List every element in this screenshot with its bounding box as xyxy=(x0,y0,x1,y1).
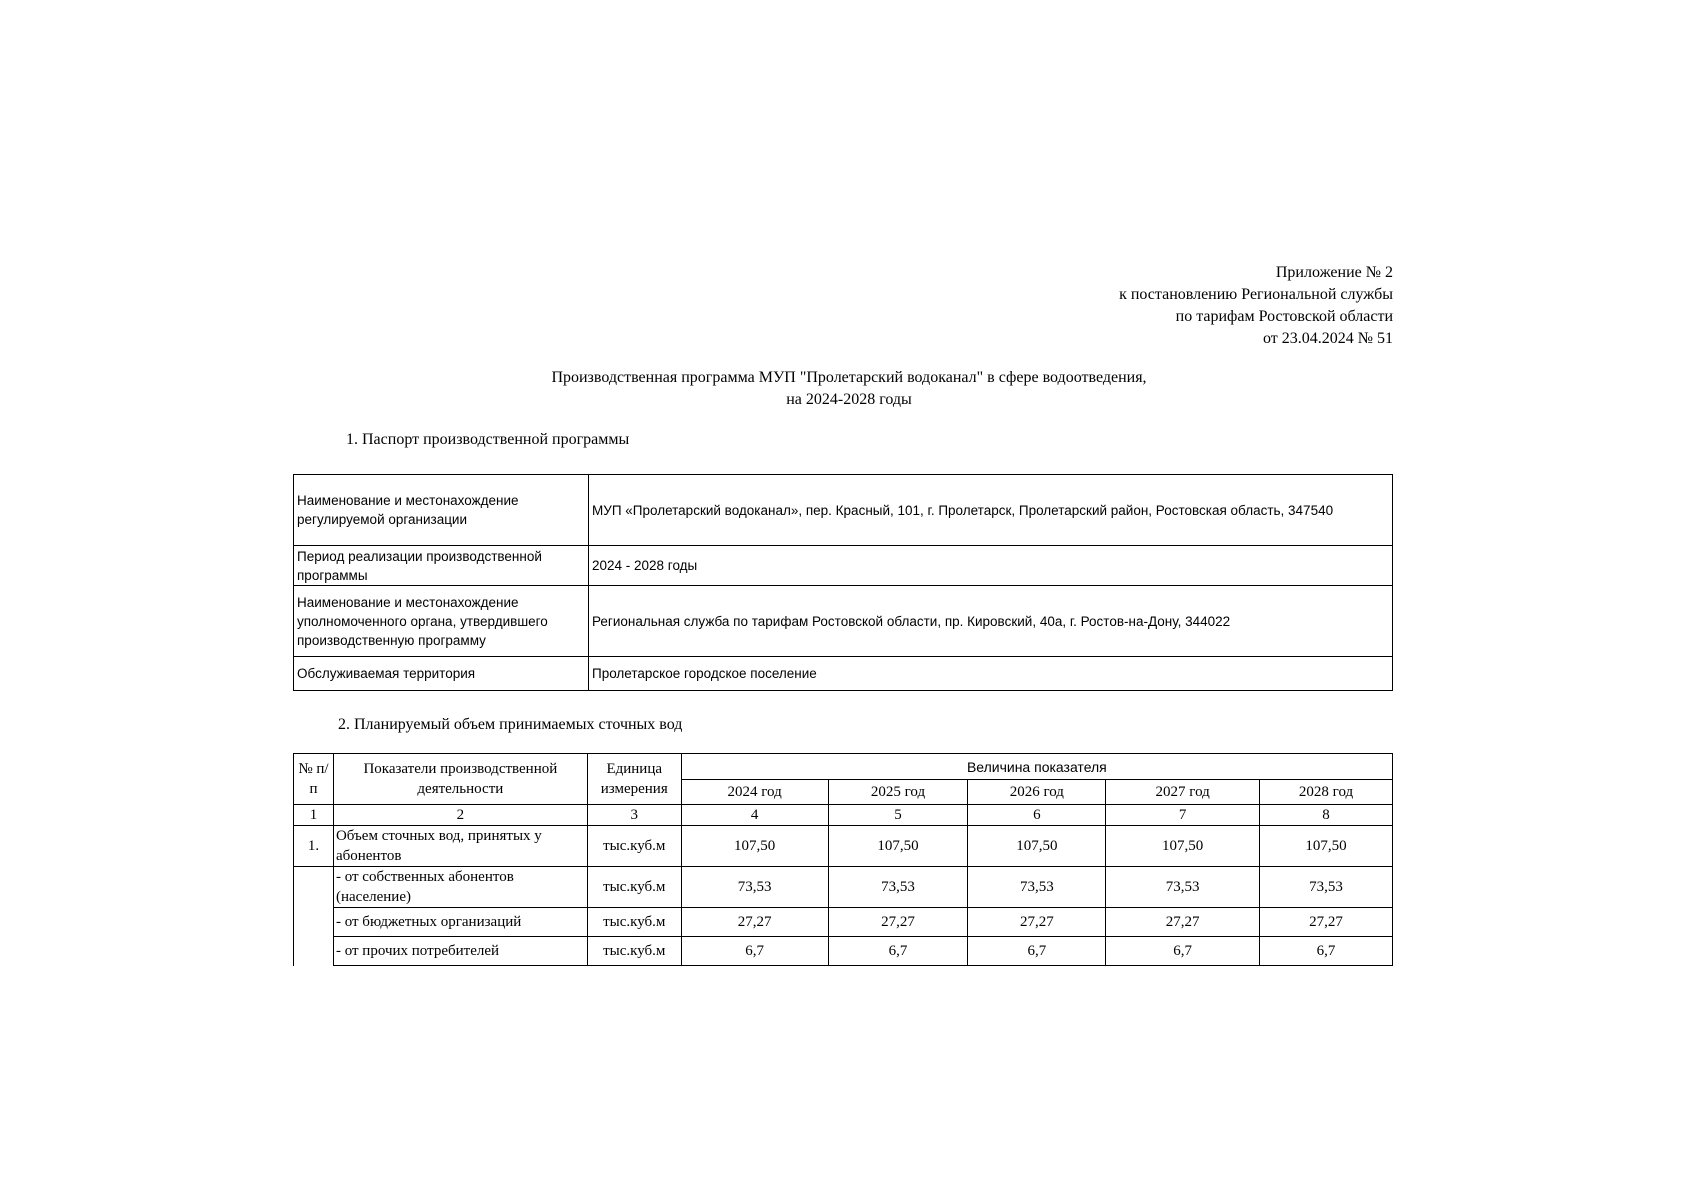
header-year: 2025 год xyxy=(828,780,968,805)
row-value: 107,50 xyxy=(828,826,968,867)
row-value: 6,7 xyxy=(828,937,968,966)
row-num xyxy=(294,867,334,966)
row-value: 73,53 xyxy=(1260,867,1393,908)
table-header-row xyxy=(294,754,1393,780)
row-value: 6,7 xyxy=(1106,937,1260,966)
column-number: 3 xyxy=(587,805,681,826)
header-num: № п/п xyxy=(294,754,334,805)
row-value: 73,53 xyxy=(1106,867,1260,908)
table-row xyxy=(294,867,1393,908)
row-value: 27,27 xyxy=(1260,908,1393,937)
header-year: 2028 год xyxy=(1260,780,1393,805)
header-year: 2024 год xyxy=(681,780,828,805)
appendix-line: от 23.04.2024 № 51 xyxy=(1262,330,1393,347)
row-value: 27,27 xyxy=(681,908,828,937)
row-value: 27,27 xyxy=(968,908,1106,937)
section-heading-passport: 1. Паспорт производственной программы xyxy=(346,431,630,448)
passport-label: Наименование и местонахождение регулируемой организации xyxy=(294,475,589,546)
passport-value: МУП «Пролетарский водоканал», пер. Красный, 101, г. Пролетарск, Пролетарский район, Ростовская область, 347540 xyxy=(589,475,1393,546)
column-number: 2 xyxy=(333,805,587,826)
title-line: на 2024-2028 годы xyxy=(786,391,912,408)
row-value: 107,50 xyxy=(1260,826,1393,867)
document-title xyxy=(0,367,1698,411)
row-unit: тыс.куб.м xyxy=(587,826,681,867)
table-row xyxy=(294,826,1393,867)
header-unit: Единица измерения xyxy=(587,754,681,805)
row-unit: тыс.куб.м xyxy=(587,908,681,937)
table-row xyxy=(294,475,1393,546)
row-value: 27,27 xyxy=(828,908,968,937)
header-year: 2026 год xyxy=(968,780,1106,805)
appendix-line: к постановлению Региональной службы xyxy=(1119,286,1393,303)
table-row xyxy=(294,546,1393,586)
row-value: 107,50 xyxy=(968,826,1106,867)
appendix-line: по тарифам Ростовской области xyxy=(1175,308,1393,325)
row-unit: тыс.куб.м xyxy=(587,937,681,966)
volume-table xyxy=(293,753,1393,966)
passport-value: 2024 - 2028 годы xyxy=(589,546,1393,586)
section-heading-volume: 2. Планируемый объем принимаемых сточных вод xyxy=(338,716,683,733)
row-name: - от бюджетных организаций xyxy=(333,908,587,937)
column-number: 7 xyxy=(1106,805,1260,826)
table-header-row xyxy=(294,805,1393,826)
passport-label: Наименование и местонахождение уполномоченного органа, утвердившего производственную программу xyxy=(294,586,589,657)
row-name: Объем сточных вод, принятых у абонентов xyxy=(333,826,587,867)
row-value: 6,7 xyxy=(1260,937,1393,966)
row-value: 27,27 xyxy=(1106,908,1260,937)
column-number: 1 xyxy=(294,805,334,826)
column-number: 8 xyxy=(1260,805,1393,826)
passport-value: Пролетарское городское поселение xyxy=(589,657,1393,691)
appendix-note xyxy=(1119,262,1393,350)
row-num: 1. xyxy=(294,826,334,867)
title-line: Производственная программа МУП "Пролетарский водоканал" в сфере водоотведения, xyxy=(551,369,1147,386)
passport-label: Обслуживаемая территория xyxy=(294,657,589,691)
row-value: 107,50 xyxy=(681,826,828,867)
header-year: 2027 год xyxy=(1106,780,1260,805)
row-name: - от прочих потребителей xyxy=(333,937,587,966)
row-unit: тыс.куб.м xyxy=(587,867,681,908)
table-row xyxy=(294,586,1393,657)
row-value: 107,50 xyxy=(1106,826,1260,867)
passport-table xyxy=(293,474,1393,691)
column-number: 6 xyxy=(968,805,1106,826)
table-row xyxy=(294,657,1393,691)
header-indicator: Показатели производственной деятельности xyxy=(333,754,587,805)
row-value: 6,7 xyxy=(968,937,1106,966)
table-row xyxy=(294,937,1393,966)
row-value: 73,53 xyxy=(828,867,968,908)
header-value-group: Величина показателя xyxy=(681,754,1392,780)
column-number: 5 xyxy=(828,805,968,826)
row-value: 73,53 xyxy=(968,867,1106,908)
passport-label: Период реализации производственной программы xyxy=(294,546,589,586)
appendix-line: Приложение № 2 xyxy=(1275,264,1393,281)
row-value: 73,53 xyxy=(681,867,828,908)
row-value: 6,7 xyxy=(681,937,828,966)
row-name: - от собственных абонентов (население) xyxy=(333,867,587,908)
table-row xyxy=(294,908,1393,937)
column-number: 4 xyxy=(681,805,828,826)
passport-value: Региональная служба по тарифам Ростовской области, пр. Кировский, 40а, г. Ростов-на-Дону, 344022 xyxy=(589,586,1393,657)
